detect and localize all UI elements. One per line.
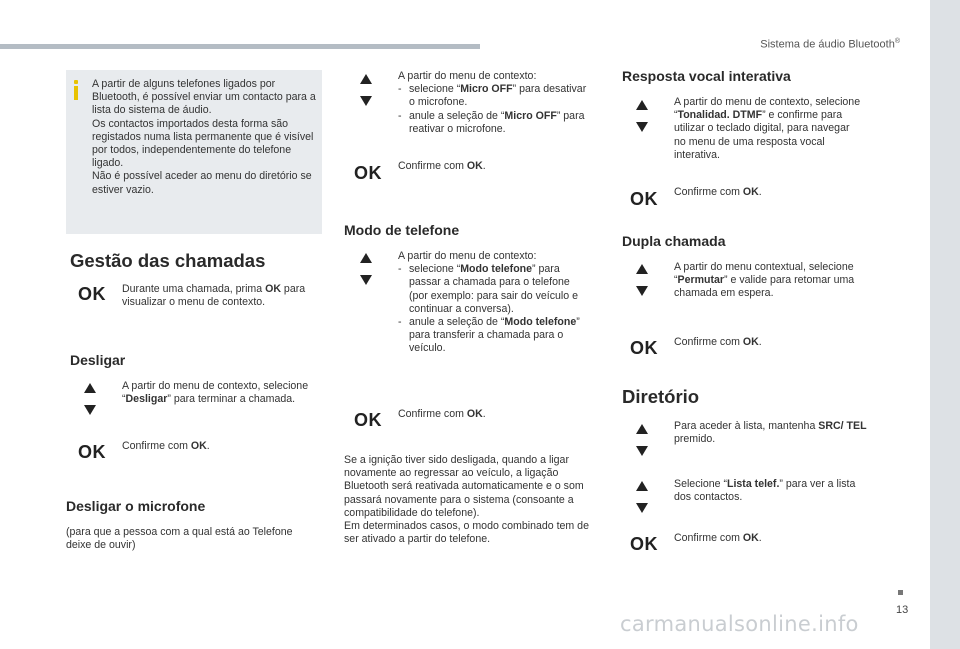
diretorio-text-2: Selecione “Lista telef.” para ver a lista dos contactos. [674, 478, 856, 504]
micro-off-confirm: Confirme com OK. [398, 160, 486, 172]
resposta-vocal-text: A partir do menu de contexto, selecione “Tonalidad. DTMF” e confirme para utilizar o teclado digital, para navegar no menu de uma resposta vocal interativa. [674, 96, 861, 161]
info-box [66, 70, 322, 234]
desligar-text: A partir do menu de contexto, selecione “Desligar” para terminar a chamada. [122, 380, 309, 406]
up-down-arrows-icon [360, 74, 374, 110]
desligar-confirm: Confirme com OK. [122, 440, 210, 452]
micro-off-text: A partir do menu de contexto: - selecione “Micro OFF” para desativar o microfone. - anule a seleção de “Micro OFF” para reativar o microfone. [398, 70, 588, 136]
subsection-title-dupla-chamada: Dupla chamada [622, 233, 726, 249]
ok-button-icon: OK [630, 189, 658, 209]
end-marker [898, 590, 903, 595]
ignicao-text: Se a ignição tiver sido desligada, quando a ligar novamente ao regressar ao veículo, a ligação Bluetooth será reativada automaticamente e o som passará novamente para o sistema (consoante a compatibilidade do telefone). Em determinados casos, o modo combinado tem de ser ativado a partir do telefone. [344, 454, 589, 546]
up-down-arrows-icon [84, 383, 98, 419]
microfone-text: (para que a pessoa com a qual está ao Telefone deixe de ouvir) [66, 526, 293, 552]
gestao-text: Durante uma chamada, prima OK para visualizar o menu de contexto. [122, 283, 306, 309]
info-text: A partir de alguns telefones ligados por Bluetooth, é possível enviar um contacto para a lista do sistema de áudio. Os contactos importados desta forma são registados numa lista permanente que é visível por todos, independentemente do telefone ligado. Não é possível aceder ao menu do diretório se estiver vazio. [92, 78, 316, 196]
up-down-arrows-icon [636, 100, 650, 136]
modo-telefone-confirm: Confirme com OK. [398, 408, 486, 420]
ok-button-icon: OK [630, 338, 658, 358]
diretorio-confirm: Confirme com OK. [674, 532, 762, 544]
subsection-title-microfone: Desligar o microfone [66, 498, 206, 514]
subsection-title-desligar: Desligar [70, 352, 126, 368]
ok-button-icon: OK [78, 284, 106, 304]
dupla-chamada-text: A partir do menu contextual, selecione “Permutar” e valide para retomar uma chamada em espera. [674, 261, 855, 300]
running-header: Sistema de áudio Bluetooth® [760, 38, 900, 51]
dupla-chamada-confirm: Confirme com OK. [674, 336, 762, 348]
ok-button-icon: OK [354, 410, 382, 430]
page-edge-strip [930, 0, 960, 649]
ok-button-icon: OK [78, 442, 106, 462]
info-icon [74, 80, 78, 100]
up-down-arrows-icon [636, 424, 650, 460]
section-title-gestao: Gestão das chamadas [70, 250, 266, 271]
ok-button-icon: OK [630, 534, 658, 554]
up-down-arrows-icon [360, 253, 374, 289]
page-number: 13 [896, 604, 909, 616]
diretorio-text-1: Para aceder à lista, mantenha SRC/ TEL premido. [674, 420, 867, 446]
up-down-arrows-icon [636, 481, 650, 517]
subsection-title-resposta-vocal: Resposta vocal interativa [622, 68, 791, 84]
resposta-vocal-confirm: Confirme com OK. [674, 186, 762, 198]
top-rule [0, 44, 480, 49]
subsection-title-modo-telefone: Modo de telefone [344, 222, 460, 238]
up-down-arrows-icon [636, 264, 650, 300]
section-title-diretorio: Diretório [622, 386, 700, 407]
watermark: carmanualsonline.info [620, 612, 859, 636]
ok-button-icon: OK [354, 163, 382, 183]
modo-telefone-text: A partir do menu de contexto: - selecione “Modo telefone” para passar a chamada para o telefone (por exemplo: para sair do veículo e continuar a conversa). - anule a seleção de “Modo telefone” para transferir a chamada para o veículo. [398, 250, 583, 356]
